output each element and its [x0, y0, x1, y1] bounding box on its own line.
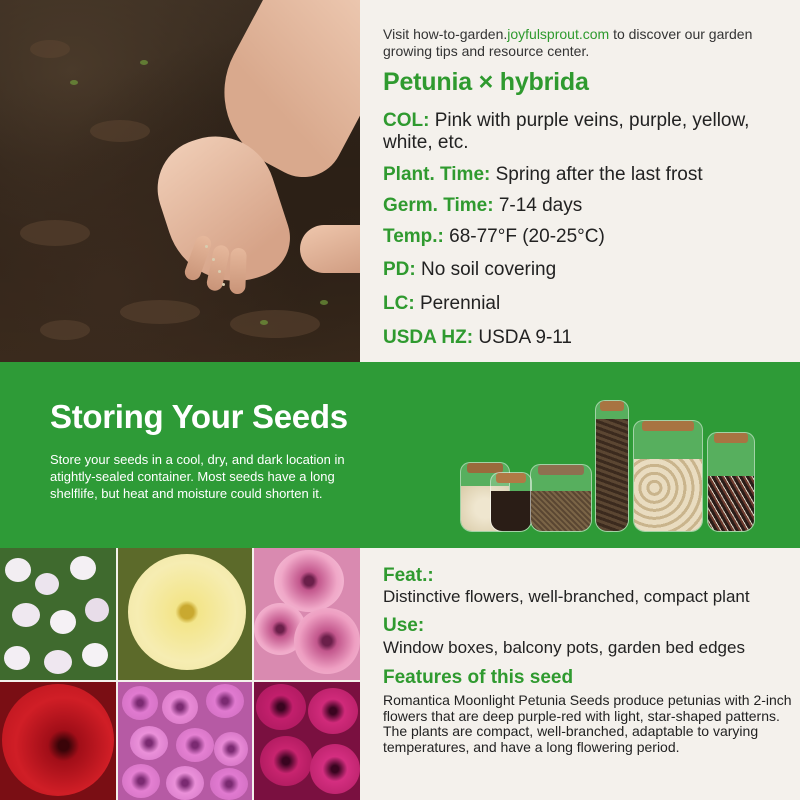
- petunia-photo-grid: [0, 548, 360, 800]
- magenta-petunias-photo: [254, 682, 360, 800]
- pink-veined-petunias-photo: [254, 548, 360, 680]
- top-section: [0, 0, 800, 362]
- visit-website-text: Visit how-to-garden.joyfulsprout.com to discover our garden growing tips and resource center.: [383, 26, 753, 59]
- detail-row-color: COL: Pink with purple veins, purple, yellow, white, etc.: [383, 110, 750, 153]
- feat-label: Feat.:: [383, 565, 434, 586]
- seed-features-text: Romantica Moonlight Petunia Seeds produce petunias with 2-inch flowers that are deep purple-red with light, star-shaped patterns. The plants are compact, well-branched, adaptable to varying temperatures, and have a long flowering period.: [383, 692, 792, 755]
- hand-sowing-seeds-photo: [0, 0, 360, 362]
- detail-row-usda-zone: USDA HZ: USDA 9-11: [383, 327, 572, 348]
- plant-info-panel: [383, 0, 800, 362]
- use-text: Window boxes, balcony pots, garden bed edges: [383, 638, 745, 657]
- red-petunia-photo: [0, 682, 116, 800]
- storing-seeds-banner: [0, 362, 800, 548]
- seed-jars-photo: [455, 382, 765, 532]
- detail-row-planting-depth: PD: No soil covering: [383, 259, 557, 280]
- yellow-petunia-photo: [118, 548, 252, 680]
- bottom-section: [0, 548, 800, 800]
- detail-row-life-cycle: LC: Perennial: [383, 293, 501, 314]
- white-petunias-photo: [0, 548, 116, 680]
- storing-seeds-title: Storing Your Seeds: [50, 398, 348, 435]
- detail-row-temperature: Temp.: 68-77°F (20-25°C): [383, 226, 605, 247]
- detail-row-planting-time: Plant. Time: Spring after the last frost: [383, 164, 703, 185]
- feat-text: Distinctive flowers, well-branched, compact plant: [383, 587, 750, 606]
- seed-features-label: Features of this seed: [383, 667, 574, 688]
- features-panel: [383, 548, 800, 800]
- website-link[interactable]: joyfulsprout.com: [507, 26, 610, 42]
- species-title: Petunia × hybrida: [383, 68, 589, 96]
- purple-pink-petunias-photo: [118, 682, 252, 800]
- use-label: Use:: [383, 615, 425, 636]
- detail-row-germination-time: Germ. Time: 7-14 days: [383, 195, 583, 216]
- storing-seeds-text: Store your seeds in a cool, dry, and dark location in atightly-sealed container. Most seeds have a long shelflife, but heat and moisture could shorten it.: [50, 452, 345, 501]
